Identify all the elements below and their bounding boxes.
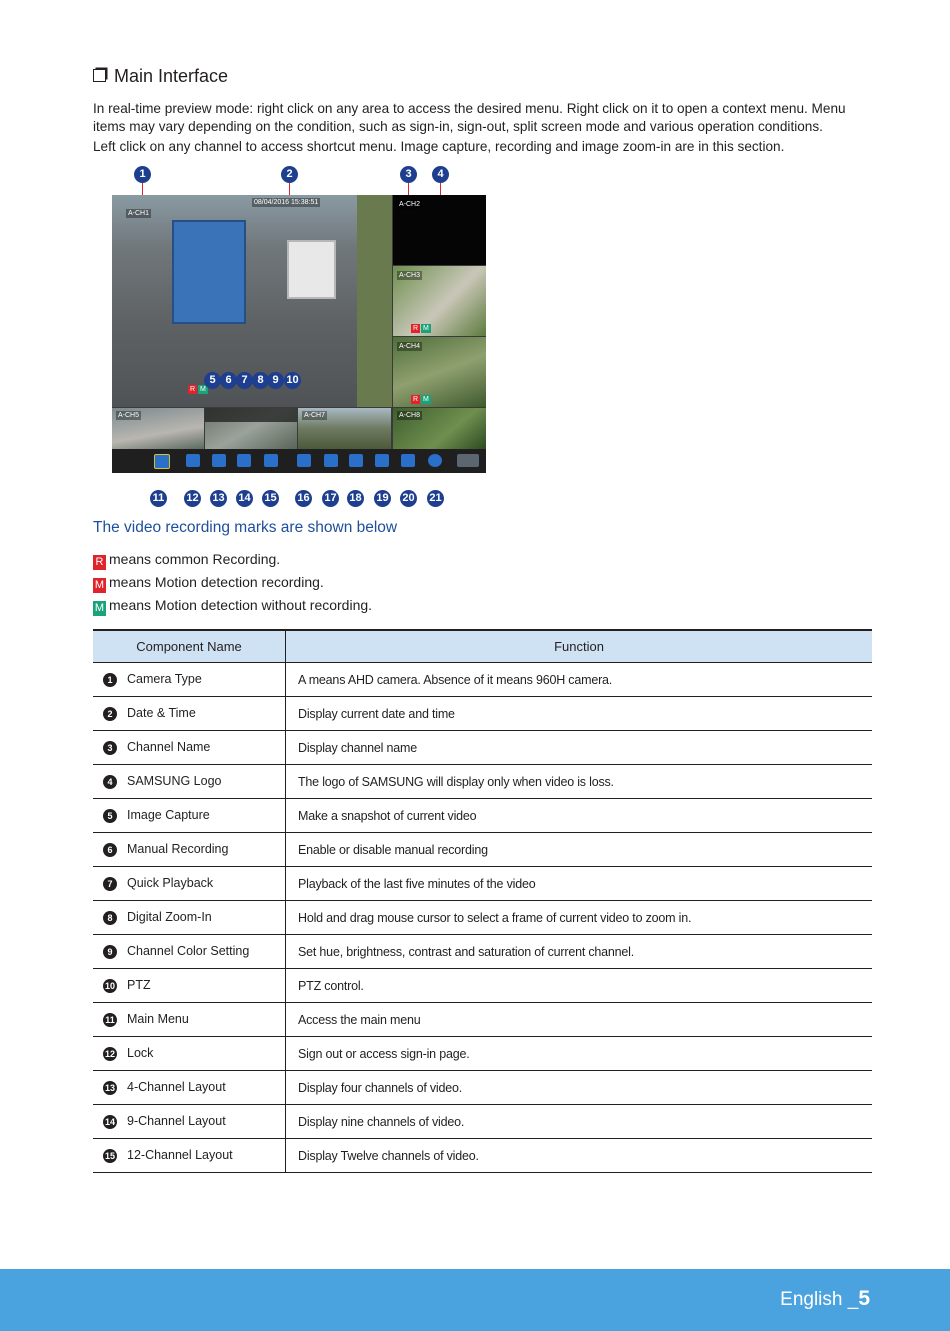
item-number-badge: 1: [103, 673, 117, 687]
page-footer: [0, 1269, 950, 1331]
component-name: 9-Channel Layout: [127, 1114, 226, 1128]
table-row: [93, 765, 872, 799]
component-name-cell: [93, 833, 286, 867]
channel-name-label: A-CH4: [399, 343, 421, 350]
component-name: 12-Channel Layout: [127, 1148, 233, 1162]
footer-language: English _: [780, 1289, 859, 1310]
component-name: Manual Recording: [127, 842, 229, 856]
motion-mark: M: [423, 325, 429, 332]
settings-icon[interactable]: [428, 454, 442, 467]
function-cell: Display Twelve channels of video.: [286, 1139, 873, 1173]
mark-description: means Motion detection recording.: [109, 574, 324, 590]
layout-16-icon[interactable]: [297, 454, 311, 467]
rec-mark: R: [413, 396, 419, 403]
channel-pane-1[interactable]: [112, 195, 392, 407]
table-row: [93, 731, 872, 765]
item-number-badge: 8: [103, 911, 117, 925]
callout-20: 20: [400, 490, 417, 507]
main-menu-icon[interactable]: [154, 454, 170, 469]
sequence-icon[interactable]: [349, 454, 363, 467]
component-name-cell: [93, 935, 286, 969]
table-row: [93, 697, 872, 731]
function-cell: Access the main menu: [286, 1003, 873, 1037]
mark-item: [93, 574, 324, 593]
component-name-cell: [93, 867, 286, 901]
callout-18: 18: [347, 490, 364, 507]
item-number-badge: 2: [103, 707, 117, 721]
table-row: [93, 799, 872, 833]
intro-paragraph-1: In real-time preview mode: right click on any area to access the desired menu. Right click on it to open a context menu. Menu items may vary depending on the condition, such as sign-in, sign-out, split screen mode and various operation conditions.: [93, 101, 846, 134]
status-thumbnail: [457, 454, 479, 467]
layout-4-icon[interactable]: [212, 454, 226, 467]
component-name-cell: [93, 663, 286, 697]
callout-11: 11: [150, 490, 167, 507]
checkbox-bullet-icon: [93, 69, 106, 82]
component-name: Image Capture: [127, 808, 210, 822]
arrow-up-icon[interactable]: [324, 454, 338, 467]
channel-shortcut-bar: [205, 408, 297, 422]
item-number-badge: 5: [103, 809, 117, 823]
van-image: [287, 240, 336, 299]
component-name: PTZ: [127, 978, 151, 992]
channel-name-label: A-CH7: [304, 412, 326, 419]
item-number-badge: 9: [103, 945, 117, 959]
table-row: [93, 935, 872, 969]
item-number-badge: 13: [104, 1083, 115, 1093]
callout-8: 8: [252, 372, 269, 389]
section-heading-text: Main Interface: [114, 66, 229, 86]
truck-image: [172, 220, 246, 324]
dvr-screen-figure: [112, 195, 486, 473]
motion-mark: M: [200, 386, 206, 393]
channel-pane-8[interactable]: [393, 408, 486, 449]
callout-4: 4: [432, 166, 449, 183]
item-number-badge: 4: [103, 775, 117, 789]
channel-name-label: A-CH8: [399, 412, 421, 419]
table-row: [93, 833, 872, 867]
recording-marks-heading: The video recording marks are shown below: [93, 519, 398, 536]
function-cell: PTZ control.: [286, 969, 873, 1003]
function-cell: Display nine channels of video.: [286, 1105, 873, 1139]
callout-3: 3: [400, 166, 417, 183]
table-row: [93, 969, 872, 1003]
component-name: Quick Playback: [127, 876, 214, 890]
item-number-badge: 15: [104, 1151, 115, 1161]
component-name-cell: [93, 1003, 286, 1037]
lock-icon[interactable]: [186, 454, 200, 467]
callout-7: 7: [236, 372, 253, 389]
table-row: [93, 867, 872, 901]
callout-15: 15: [262, 490, 279, 507]
date-time-label: 08/04/2016 15:38:51: [254, 199, 319, 206]
function-cell: Display four channels of video.: [286, 1071, 873, 1105]
item-number-badge: 3: [103, 741, 117, 755]
table-row: [93, 663, 872, 697]
item-number-badge: 11: [103, 1013, 117, 1027]
callout-2: 2: [281, 166, 298, 183]
callout-16: 16: [295, 490, 312, 507]
table-row: [93, 1105, 872, 1139]
callout-17: 17: [322, 490, 339, 507]
function-cell: A means AHD camera. Absence of it means 960H camera.: [286, 663, 873, 697]
rec-mark: R: [413, 325, 419, 332]
channel-name-label: A-CH5: [118, 412, 140, 419]
table-row: [93, 1037, 872, 1071]
roadside-image: [357, 195, 392, 407]
item-number-badge: 10: [104, 981, 115, 991]
item-number-badge: 14: [104, 1117, 115, 1127]
component-table: [93, 629, 872, 1173]
motion-chip: M: [94, 602, 105, 614]
function-cell: Make a snapshot of current video: [286, 799, 873, 833]
column-header-function: Function: [286, 630, 873, 663]
column-header-name: Component Name: [93, 630, 286, 663]
item-number-badge: 7: [103, 877, 117, 891]
channel-name-label: A-CH3: [399, 272, 421, 279]
layout-9-icon[interactable]: [237, 454, 251, 467]
layout-12-icon[interactable]: [264, 454, 278, 467]
function-cell: Playback of the last five minutes of the video: [286, 867, 873, 901]
channel-pane-5[interactable]: [112, 408, 204, 449]
component-name-cell: [93, 901, 286, 935]
component-name-cell: [93, 1105, 286, 1139]
function-cell: The logo of SAMSUNG will display only when video is loss.: [286, 765, 873, 799]
component-name: Date & Time: [127, 706, 196, 720]
component-name: Lock: [127, 1046, 154, 1060]
table-row: [93, 1071, 872, 1105]
channel-name-label: A-CH2: [399, 201, 421, 208]
component-name: Digital Zoom-In: [127, 910, 212, 924]
component-name: SAMSUNG Logo: [127, 774, 222, 788]
mark-item: [93, 597, 372, 616]
callout-21: 21: [427, 490, 444, 507]
section-heading: [93, 66, 228, 87]
callout-12: 12: [184, 490, 201, 507]
component-name-cell: [93, 969, 286, 1003]
channel-pane-4[interactable]: [393, 337, 486, 407]
component-name-cell: [93, 731, 286, 765]
component-name: Camera Type: [127, 672, 202, 686]
channel-pane-7[interactable]: [298, 408, 391, 449]
component-name: 4-Channel Layout: [127, 1080, 226, 1094]
item-number-badge: 12: [104, 1049, 115, 1059]
component-name-cell: [93, 765, 286, 799]
playback-icon[interactable]: [401, 454, 415, 467]
mark-description: means Motion detection without recording.: [109, 597, 373, 613]
footer-text: [780, 1287, 870, 1311]
rec-chip: R: [93, 555, 106, 570]
component-name-cell: [93, 1071, 286, 1105]
table-row: [93, 1139, 872, 1173]
mark-description: means common Recording.: [109, 551, 281, 567]
channel-pane-3[interactable]: [393, 266, 486, 336]
component-name-cell: [93, 697, 286, 731]
table-row: [93, 1003, 872, 1037]
channel-name-label: A-CH1: [128, 210, 150, 217]
component-name: Main Menu: [127, 1012, 189, 1026]
item-number-badge: 6: [103, 843, 117, 857]
function-cell: Display channel name: [286, 731, 873, 765]
motion-mark: M: [423, 396, 429, 403]
channel-pane-6[interactable]: [205, 408, 297, 449]
callout-19: 19: [374, 490, 391, 507]
mark-item: [93, 551, 280, 570]
component-name-cell: [93, 799, 286, 833]
callout-14: 14: [236, 490, 253, 507]
function-cell: Set hue, brightness, contrast and saturation of current channel.: [286, 935, 873, 969]
callout-9: 9: [267, 372, 284, 389]
function-cell: Display current date and time: [286, 697, 873, 731]
function-cell: Sign out or access sign-in page.: [286, 1037, 873, 1071]
callout-6: 6: [220, 372, 237, 389]
component-name: Channel Name: [127, 740, 211, 754]
channel-pane-2[interactable]: [393, 195, 486, 265]
callout-1: 1: [134, 166, 151, 183]
motion-rec-chip: M: [94, 579, 105, 591]
rec-mark: R: [190, 386, 196, 393]
function-cell: Enable or disable manual recording: [286, 833, 873, 867]
function-cell: Hold and drag mouse cursor to select a frame of current video to zoom in.: [286, 901, 873, 935]
table-header-row: [93, 630, 872, 663]
page-number: 5: [858, 1287, 870, 1310]
callout-13: 13: [210, 490, 227, 507]
callout-10: 10: [284, 372, 301, 389]
audio-icon[interactable]: [375, 454, 389, 467]
component-name-cell: [93, 1037, 286, 1071]
table-row: [93, 901, 872, 935]
component-name-cell: [93, 1139, 286, 1173]
dvr-toolbar: [112, 449, 486, 473]
component-name: Channel Color Setting: [127, 944, 250, 958]
callout-5: 5: [204, 372, 221, 389]
intro-paragraph-2: Left click on any channel to access shortcut menu. Image capture, recording and image zoom-in are in this section.: [93, 139, 785, 154]
